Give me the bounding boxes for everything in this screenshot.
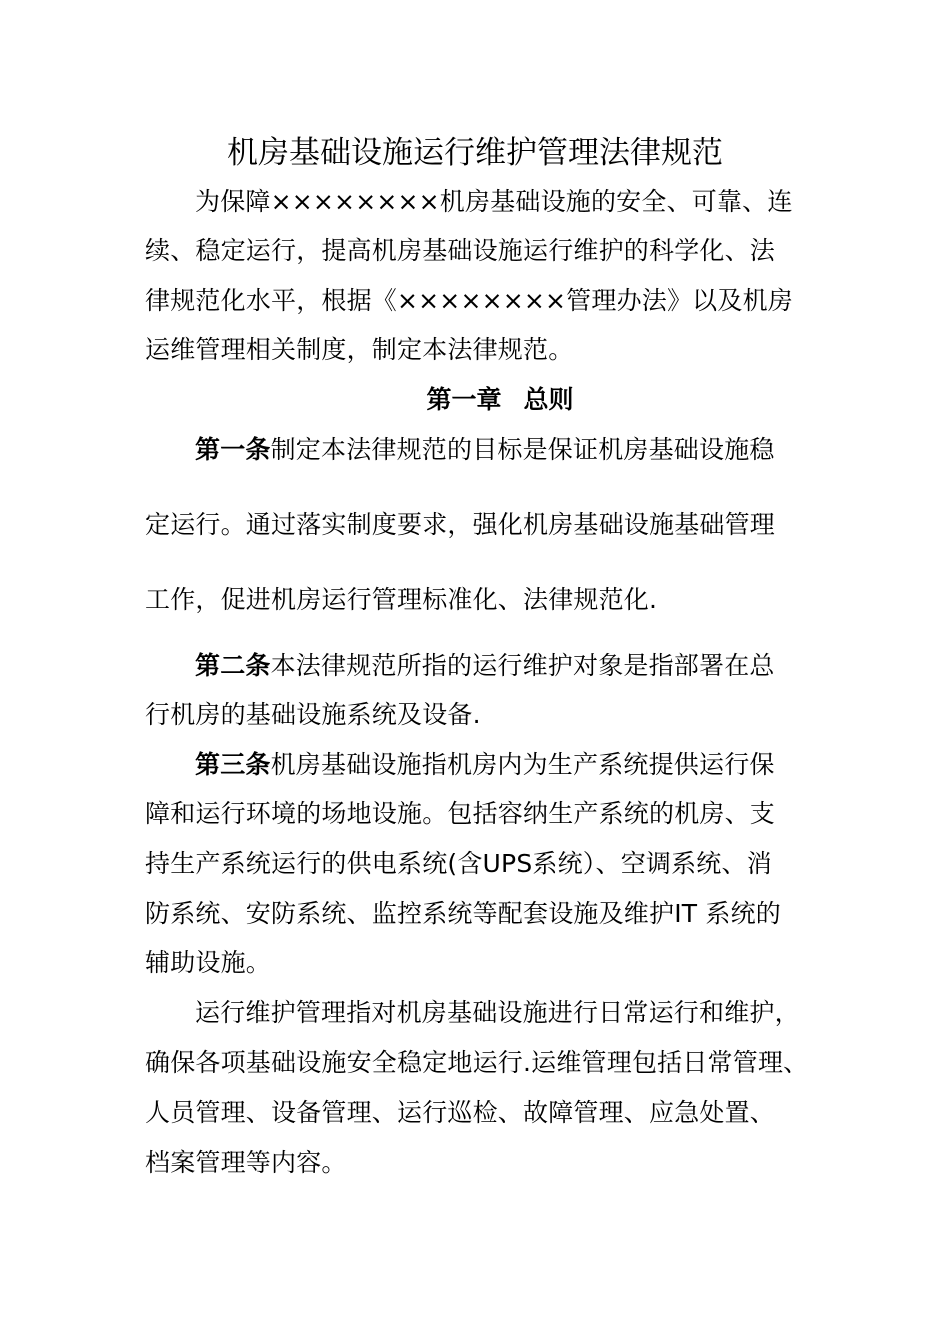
article-2-text: 本法律规范所指的运行维护对象是指部署在总 — [270, 651, 775, 680]
article-1-line: 定运行。通过落实制度要求，强化机房基础设施基础管理 — [145, 510, 776, 539]
paragraph-line: 运行维护管理指对机房基础设施进行日常运行和维护， — [195, 998, 800, 1027]
article-3-line: 持生产系统运行的供电系统(含UPS系统）、空调系统、消 — [145, 849, 772, 878]
article-2-first-line — [195, 650, 775, 682]
chapter-heading — [0, 384, 950, 416]
article-3-label: 第三条 — [195, 750, 271, 779]
article-3-text: 机房基础设施指机房内为生产系统提供运行保 — [270, 750, 775, 779]
article-1-label: 第一条 — [195, 435, 271, 464]
article-3-line: 防系统、安防系统、监控系统等配套设施及维护IT 系统的 — [145, 899, 781, 928]
article-3-line: 障和运行环境的场地设施。包括容纳生产系统的机房、支 — [145, 799, 776, 828]
article-1-text: 制定本法律规范的目标是保证机房基础设施稳 — [270, 435, 775, 464]
article-2-label: 第二条 — [195, 651, 271, 680]
article-1-first-line — [195, 434, 775, 466]
paragraph-line: 档案管理等内容。 — [145, 1148, 347, 1177]
article-3-first-line — [195, 749, 775, 781]
intro-line: 律规范化水平，根据《××××××××管理办法》以及机房 — [145, 286, 793, 315]
chapter-name: 总则 — [523, 385, 574, 414]
paragraph-line: 人员管理、设备管理、运行巡检、故障管理、应急处置、 — [145, 1098, 776, 1127]
intro-line: 为保障××××××××机房基础设施的安全、可靠、连 — [195, 187, 793, 216]
article-3-line: 辅助设施。 — [145, 948, 272, 977]
document-title: 机房基础设施运行维护管理法律规范 — [227, 135, 723, 171]
paragraph-line: 确保各项基础设施安全稳定地运行.运维管理包括日常管理、 — [145, 1048, 809, 1077]
chapter-number: 第一章 — [426, 385, 502, 414]
article-1-line: 工作，促进机房运行管理标准化、法律规范化. — [145, 585, 658, 614]
article-2-line: 行机房的基础设施系统及设备. — [145, 700, 481, 729]
intro-line: 运维管理相关制度，制定本法律规范。 — [145, 335, 574, 364]
intro-line: 续、稳定运行，提高机房基础设施运行维护的科学化、法 — [145, 236, 776, 265]
